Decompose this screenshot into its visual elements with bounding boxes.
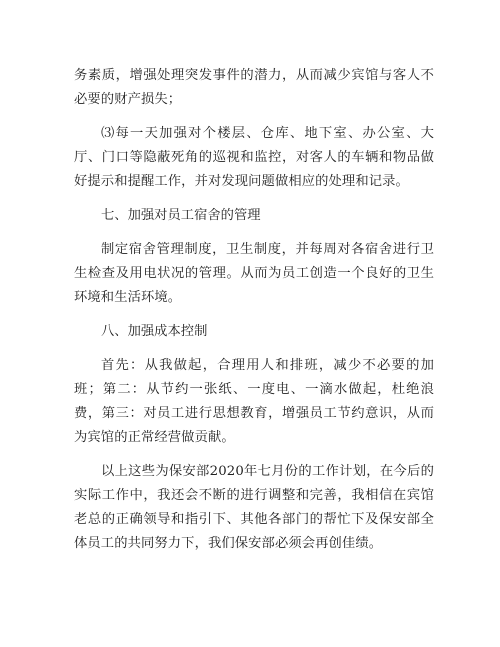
paragraph-continuation: 务素质，增强处理突发事件的潜力，从而减少宾馆与客人不必要的财产损失；	[74, 68, 434, 107]
paragraph-cost-control: 首先：从我做起，合理用人和排班，减少不必要的加班；第二：从节约一张纸、一度电、一滴水做起，杜绝浪费，第三：对员工进行思想教育，增强员工节约意识，从而为宾馆的正常经营做贡献。	[74, 358, 434, 445]
section-heading-cost-control: 八、加强成本控制	[101, 324, 208, 339]
paragraph-dormitory: 制定宿舍管理制度，卫生制度，并每周对各宿舍进行卫生检查及用电状况的管理。从而为员工创造一个良好的卫生环境和生活环境。	[74, 242, 434, 305]
document-body	[74, 64, 434, 566]
paragraph-conclusion: 以上这些为保安部2020年七月份的工作计划，在今后的实际工作中，我还会不断的进行调整和完善，我相信在宾馆老总的正确领导和指引下、其他各部门的帮忙下及保安部全体员工的共同努力下，我们保安部必须会再创佳绩。	[74, 464, 434, 551]
paragraph-patrol: ⑶每一天加强对个楼层、仓库、地下室、办公室、大厅、门口等隐蔽死角的巡视和监控，对客人的车辆和物品做好提示和提醒工作，并对发现问题做相应的处理和记录。	[74, 126, 434, 189]
section-heading-dormitory: 七、加强对员工宿舍的管理	[101, 208, 261, 223]
